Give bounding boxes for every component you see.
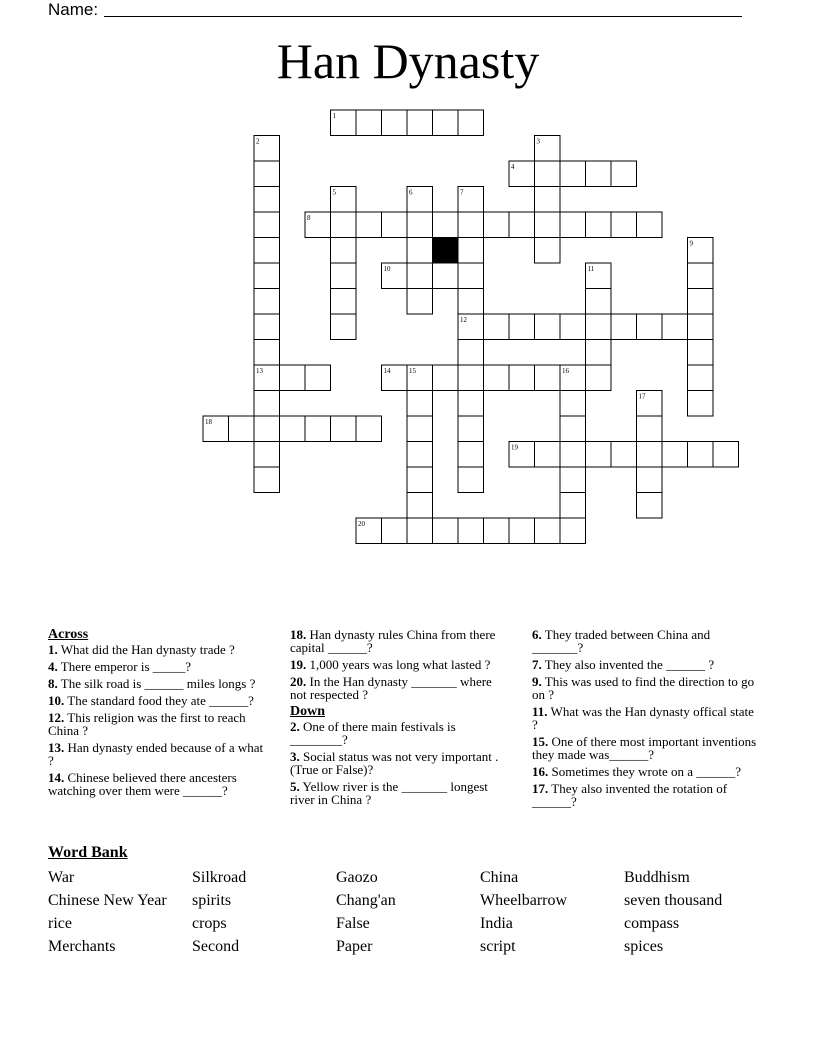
word-bank-item: seven thousand bbox=[624, 892, 723, 909]
clue-number: 16 bbox=[562, 367, 569, 375]
clue-number: 5 bbox=[332, 188, 336, 197]
grid-cell[interactable] bbox=[586, 212, 612, 238]
grid-cell[interactable] bbox=[484, 212, 510, 238]
grid-cell[interactable] bbox=[560, 518, 586, 544]
clue-number: 12 bbox=[460, 316, 467, 324]
grid-cell[interactable] bbox=[407, 212, 433, 238]
grid-cell[interactable] bbox=[254, 340, 280, 366]
grid-cell[interactable] bbox=[280, 416, 306, 442]
clue-number: 13 bbox=[256, 367, 263, 375]
grid-cell[interactable] bbox=[688, 391, 714, 417]
clue-down-15: 15. One of there most important inventions they made was______? bbox=[532, 734, 757, 762]
grid-cell[interactable] bbox=[662, 314, 688, 340]
clue-down-3: 3. Social status was not very important . (True or False)? bbox=[290, 749, 499, 777]
grid-cell[interactable] bbox=[509, 518, 535, 544]
grid-cell[interactable] bbox=[254, 416, 280, 442]
grid-cell[interactable] bbox=[331, 212, 357, 238]
grid-cell[interactable] bbox=[331, 289, 357, 315]
clue-down-2: 2. One of there main festivals is ________? bbox=[290, 719, 456, 747]
grid-cell[interactable] bbox=[688, 263, 714, 289]
clue-number: 9 bbox=[689, 239, 693, 248]
grid-cell[interactable] bbox=[407, 110, 433, 136]
grid-cell[interactable] bbox=[688, 365, 714, 391]
grid-cell[interactable] bbox=[611, 212, 637, 238]
grid-cell[interactable] bbox=[382, 518, 408, 544]
clue-down-17: 17. They also invented the rotation of ______? bbox=[532, 781, 728, 809]
grid-cell[interactable] bbox=[688, 289, 714, 315]
grid-cell[interactable] bbox=[331, 238, 357, 264]
grid-cell[interactable] bbox=[458, 263, 484, 289]
grid-cell[interactable] bbox=[662, 442, 688, 468]
grid-cell[interactable] bbox=[560, 493, 586, 519]
grid-cell[interactable] bbox=[458, 365, 484, 391]
clue-number: 14 bbox=[383, 367, 391, 375]
grid-cell[interactable] bbox=[535, 442, 561, 468]
grid-cell[interactable] bbox=[484, 518, 510, 544]
clue-down-11: 11. What was the Han dynasty offical state ? bbox=[532, 704, 754, 732]
word-bank-item: compass bbox=[624, 915, 680, 932]
grid-cell[interactable] bbox=[586, 314, 612, 340]
clue-number: 18 bbox=[205, 418, 212, 426]
word-bank-item: War bbox=[48, 869, 75, 886]
grid-cell[interactable] bbox=[560, 212, 586, 238]
grid-cell[interactable] bbox=[433, 263, 459, 289]
grid-cell[interactable] bbox=[688, 340, 714, 366]
grid-cell[interactable] bbox=[407, 289, 433, 315]
clue-number: 20 bbox=[358, 520, 365, 528]
page-title: Han Dynasty bbox=[276, 33, 540, 89]
clue-down-6: 6. They traded between China and _______? bbox=[532, 627, 711, 655]
grid-cell[interactable] bbox=[611, 442, 637, 468]
clue-across-20: 20. In the Han dynasty _______ where not respected ? bbox=[290, 674, 492, 702]
grid-cell[interactable] bbox=[637, 314, 663, 340]
grid-cell[interactable] bbox=[254, 289, 280, 315]
grid-cell[interactable] bbox=[331, 416, 357, 442]
grid-cell[interactable] bbox=[305, 365, 331, 391]
clue-number: 19 bbox=[511, 443, 518, 452]
name-label: Name: bbox=[48, 0, 99, 19]
clue-across-12: 12. This religion was the first to reach China ? bbox=[48, 710, 246, 738]
grid-cell[interactable] bbox=[535, 314, 561, 340]
grid-cell[interactable] bbox=[458, 110, 484, 136]
word-bank-item: India bbox=[480, 915, 513, 932]
word-bank-item: Chinese New Year bbox=[48, 892, 167, 909]
clue-number: 6 bbox=[409, 188, 413, 197]
grid-cell[interactable] bbox=[331, 263, 357, 289]
grid-cell[interactable] bbox=[254, 314, 280, 340]
grid-cell[interactable] bbox=[586, 289, 612, 315]
word-bank-item: rice bbox=[48, 915, 72, 932]
grid-cell[interactable] bbox=[458, 212, 484, 238]
word-bank-item: Gaozo bbox=[336, 869, 378, 886]
clue-across-13: 13. Han dynasty ended because of a what ? bbox=[48, 740, 264, 768]
grid-cell[interactable] bbox=[458, 391, 484, 417]
clue-number: 10 bbox=[383, 265, 391, 273]
clue-across-8: 8. The silk road is ______ miles longs ? bbox=[48, 676, 256, 691]
grid-cell[interactable] bbox=[509, 212, 535, 238]
grid-cell[interactable] bbox=[458, 518, 484, 544]
word-bank-item: False bbox=[336, 915, 370, 932]
grid-cell[interactable] bbox=[637, 416, 663, 442]
grid-cell[interactable] bbox=[611, 161, 637, 187]
grid-cell[interactable] bbox=[535, 518, 561, 544]
word-bank-item: Merchants bbox=[48, 938, 116, 955]
grid-cell[interactable] bbox=[484, 314, 510, 340]
clue-across-1: 1. What did the Han dynasty trade ? bbox=[48, 642, 235, 657]
grid-cell[interactable] bbox=[458, 467, 484, 493]
clue-number: 15 bbox=[409, 367, 416, 375]
word-bank-item: Paper bbox=[336, 938, 373, 955]
word-bank-item: script bbox=[480, 938, 516, 955]
grid-cell[interactable] bbox=[433, 212, 459, 238]
grid-cell[interactable] bbox=[713, 442, 739, 468]
grid-cell[interactable] bbox=[560, 467, 586, 493]
grid-cell[interactable] bbox=[382, 110, 408, 136]
grid-cell[interactable] bbox=[331, 314, 357, 340]
grid-cell[interactable] bbox=[458, 442, 484, 468]
grid-cell[interactable] bbox=[254, 212, 280, 238]
across-heading: Across bbox=[48, 627, 89, 642]
grid-cell[interactable] bbox=[254, 442, 280, 468]
grid-cell[interactable] bbox=[560, 161, 586, 187]
grid-cell[interactable] bbox=[535, 238, 561, 264]
grid-cell[interactable] bbox=[458, 340, 484, 366]
clue-number: 3 bbox=[536, 137, 540, 146]
grid-cell[interactable] bbox=[458, 416, 484, 442]
clue-number: 7 bbox=[460, 188, 464, 197]
clue-across-14: 14. Chinese believed there ancesters watching over them were ______? bbox=[48, 770, 237, 798]
grid-cell[interactable] bbox=[407, 467, 433, 493]
clue-number: 4 bbox=[511, 163, 515, 171]
grid-cell[interactable] bbox=[611, 314, 637, 340]
grid-cell[interactable] bbox=[407, 416, 433, 442]
grid-cell[interactable] bbox=[229, 416, 255, 442]
grid-cell[interactable] bbox=[535, 187, 561, 213]
grid-cell[interactable] bbox=[254, 391, 280, 417]
grid-cell[interactable] bbox=[688, 314, 714, 340]
clue-number: 17 bbox=[638, 392, 646, 401]
clue-across-4: 4. There emperor is _____? bbox=[48, 659, 192, 674]
grid-cell[interactable] bbox=[305, 416, 331, 442]
grid-cell[interactable] bbox=[586, 442, 612, 468]
clue-number: 2 bbox=[256, 137, 260, 146]
word-bank-item: spirits bbox=[192, 892, 232, 909]
grid-cell[interactable] bbox=[509, 314, 535, 340]
grid-cell[interactable] bbox=[637, 442, 663, 468]
grid-cell[interactable] bbox=[560, 314, 586, 340]
word-bank-item: Buddhism bbox=[624, 869, 690, 886]
grid-cell[interactable] bbox=[586, 340, 612, 366]
black-cell bbox=[433, 238, 459, 264]
clue-number: 1 bbox=[332, 112, 336, 120]
grid-cell[interactable] bbox=[356, 110, 382, 136]
grid-cell[interactable] bbox=[407, 391, 433, 417]
clue-across-19: 19. 1,000 years was long what lasted ? bbox=[290, 657, 491, 672]
grid-cell[interactable] bbox=[407, 238, 433, 264]
grid-cell[interactable] bbox=[586, 365, 612, 391]
grid-cell[interactable] bbox=[586, 161, 612, 187]
word-bank-item: Silkroad bbox=[192, 869, 247, 886]
word-bank-item: Second bbox=[192, 938, 240, 955]
clue-number: 11 bbox=[587, 265, 595, 273]
grid-cell[interactable] bbox=[535, 161, 561, 187]
clue-down-5: 5. Yellow river is the _______ longest river in China ? bbox=[290, 779, 488, 807]
grid-cell[interactable] bbox=[560, 416, 586, 442]
grid-cell[interactable] bbox=[254, 467, 280, 493]
word-bank bbox=[48, 866, 768, 958]
grid-cell[interactable] bbox=[280, 365, 306, 391]
word-bank-item: China bbox=[480, 869, 519, 886]
grid-cell[interactable] bbox=[407, 263, 433, 289]
grid-cell[interactable] bbox=[254, 238, 280, 264]
grid-cell[interactable] bbox=[382, 212, 408, 238]
clue-across-10: 10. The standard food they ate ______? bbox=[48, 693, 254, 708]
grid-cell[interactable] bbox=[560, 442, 586, 468]
grid-cell[interactable] bbox=[637, 467, 663, 493]
grid-cell[interactable] bbox=[637, 493, 663, 519]
clue-down-16: 16. Sometimes they wrote on a ______? bbox=[532, 764, 742, 779]
word-bank-item: crops bbox=[192, 915, 227, 932]
grid-cell[interactable] bbox=[458, 238, 484, 264]
clues-column-3 bbox=[532, 628, 762, 812]
clue-down-9: 9. This was used to find the direction to go on ? bbox=[532, 674, 755, 702]
grid-cell[interactable] bbox=[407, 442, 433, 468]
grid-cell[interactable] bbox=[433, 518, 459, 544]
word-bank-item: spices bbox=[624, 938, 664, 955]
grid-cell[interactable] bbox=[637, 212, 663, 238]
grid-cell[interactable] bbox=[484, 365, 510, 391]
grid-cell[interactable] bbox=[254, 263, 280, 289]
grid-cell[interactable] bbox=[535, 212, 561, 238]
grid-cell[interactable] bbox=[356, 416, 382, 442]
grid-cell[interactable] bbox=[560, 391, 586, 417]
clue-down-7: 7. They also invented the ______ ? bbox=[532, 657, 715, 672]
word-bank-item: Wheelbarrow bbox=[480, 892, 568, 909]
clue-across-18: 18. Han dynasty rules China from there capital ______? bbox=[290, 627, 496, 655]
clue-number: 8 bbox=[307, 214, 311, 222]
down-heading: Down bbox=[290, 704, 326, 719]
grid-cell[interactable] bbox=[509, 365, 535, 391]
grid-cell[interactable] bbox=[433, 110, 459, 136]
clues-column-2 bbox=[290, 628, 510, 810]
grid-cell[interactable] bbox=[407, 493, 433, 519]
grid-cell[interactable] bbox=[535, 365, 561, 391]
word-bank-heading: Word Bank bbox=[48, 844, 128, 861]
grid-cell[interactable] bbox=[433, 365, 459, 391]
grid-cell[interactable] bbox=[458, 289, 484, 315]
word-bank-item: Chang'an bbox=[336, 892, 396, 909]
grid-cell[interactable] bbox=[356, 212, 382, 238]
clues-column-1 bbox=[48, 628, 268, 801]
grid-cell[interactable] bbox=[407, 518, 433, 544]
grid-cell[interactable] bbox=[254, 161, 280, 187]
grid-cell[interactable] bbox=[688, 442, 714, 468]
grid-cell[interactable] bbox=[254, 187, 280, 213]
